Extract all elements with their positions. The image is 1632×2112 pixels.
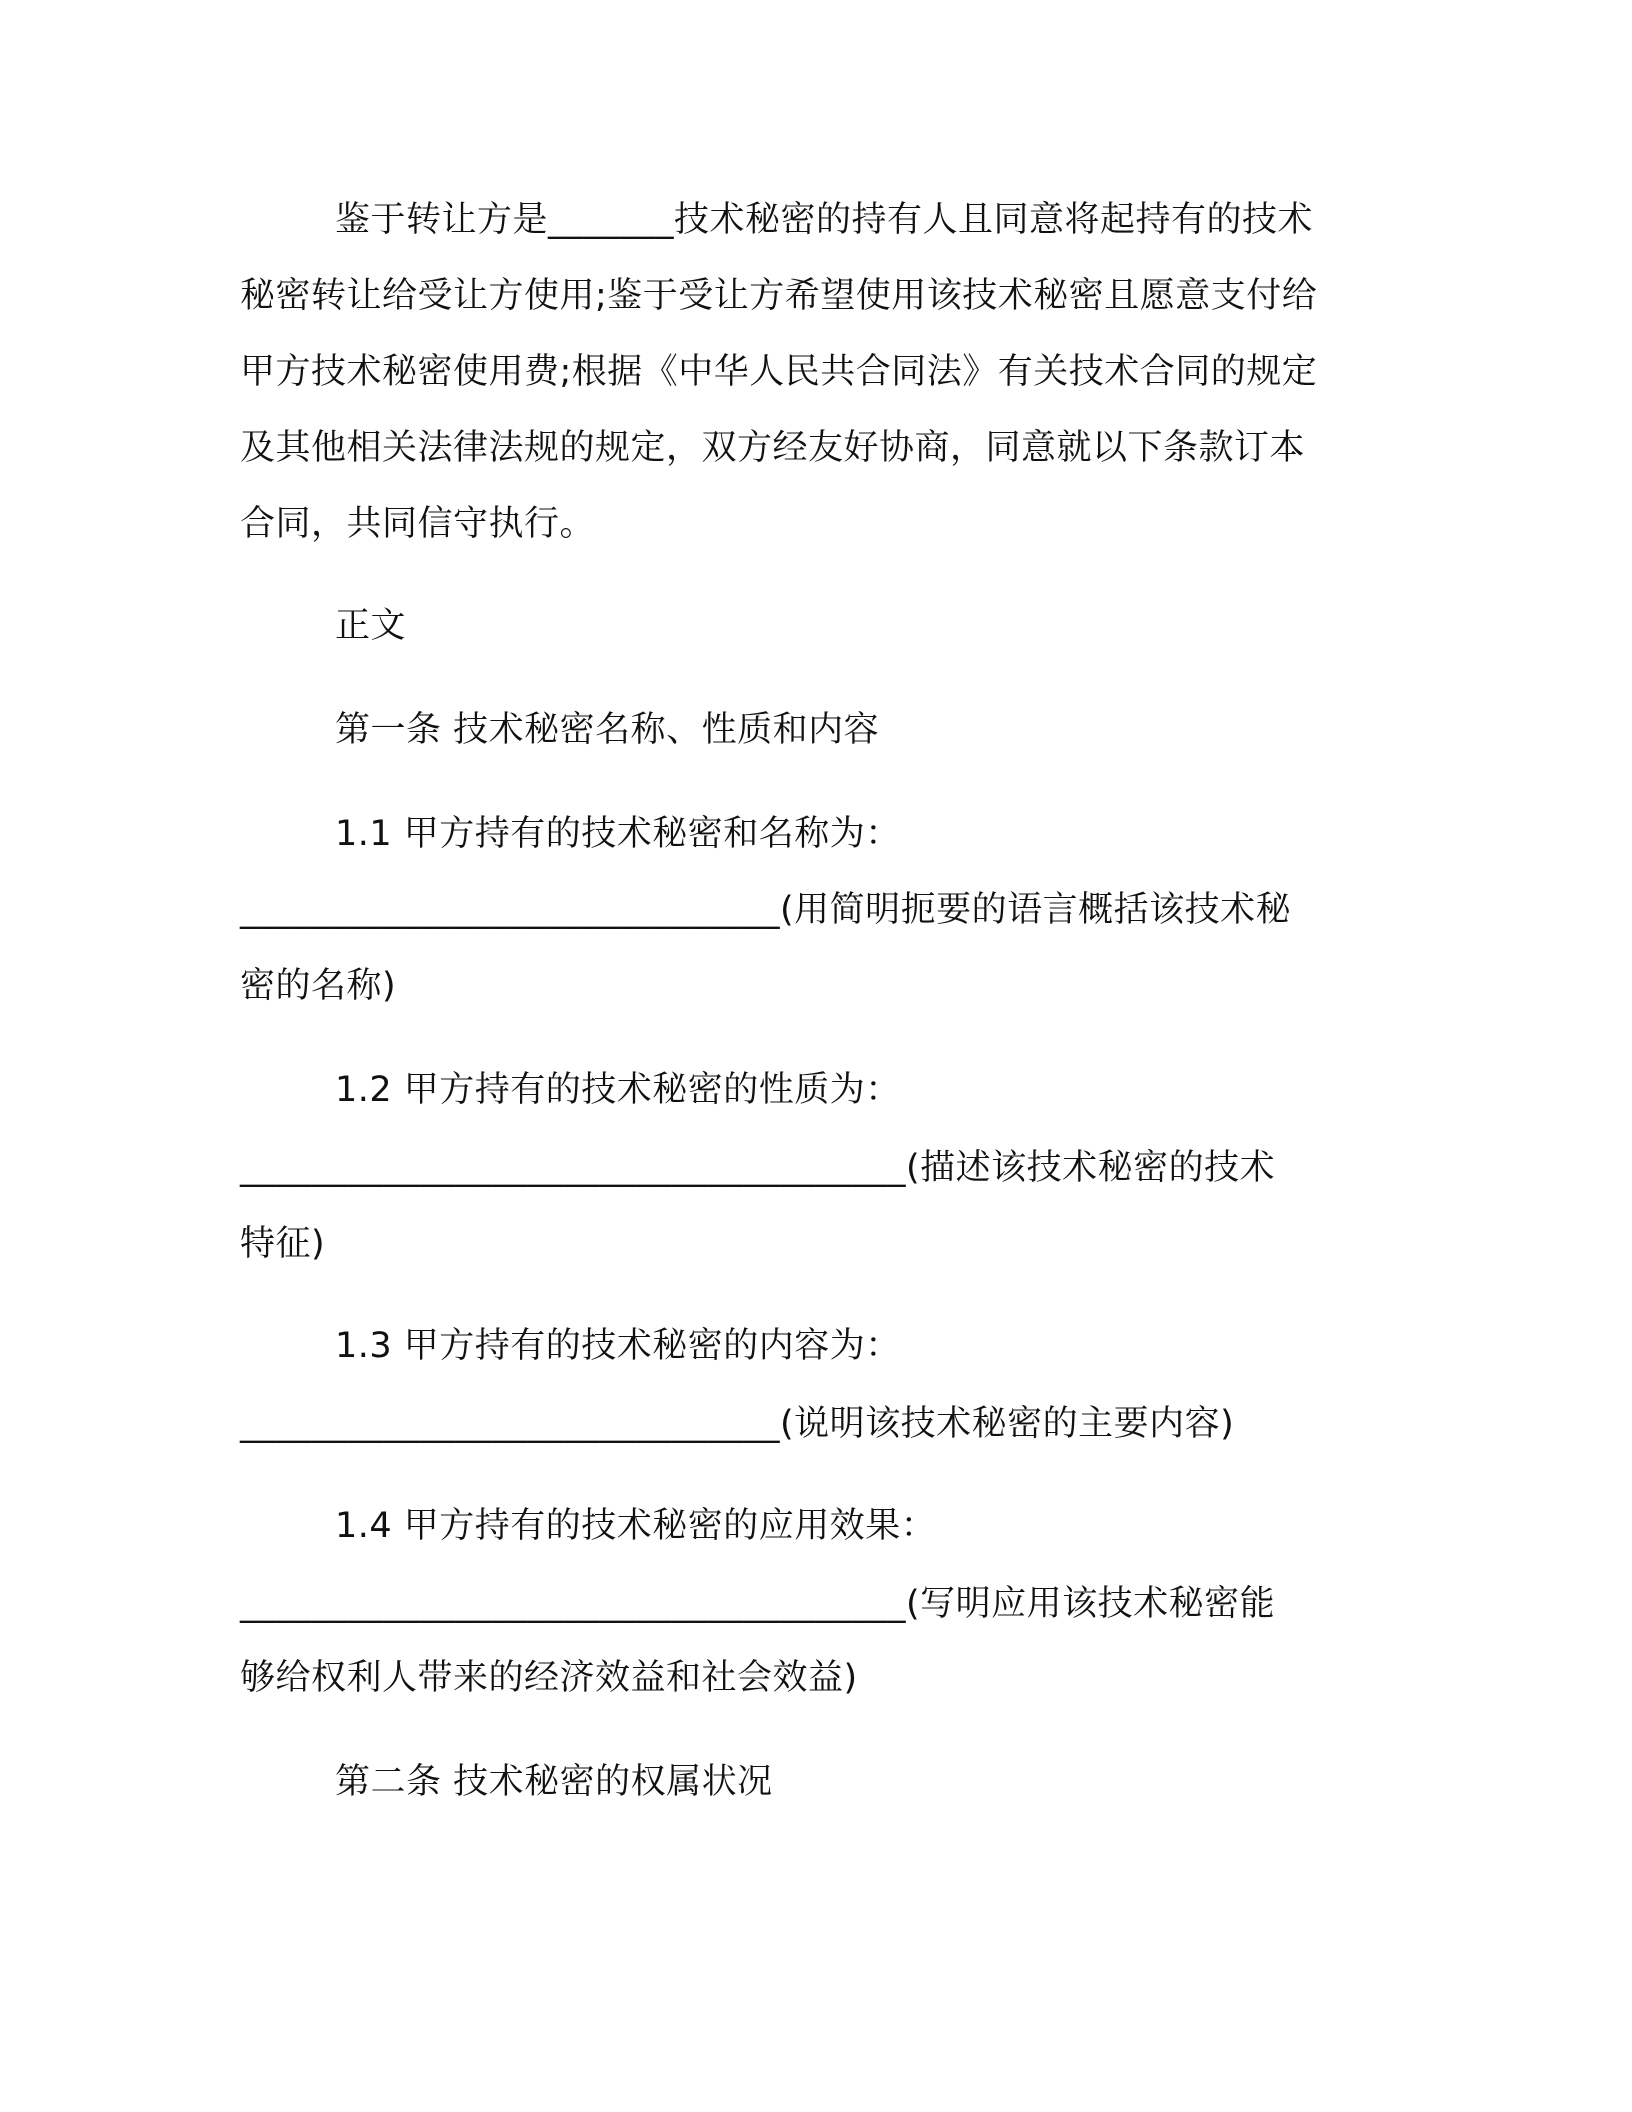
item-1-2-label: 1.2 甲方持有的技术秘密的性质为：: [335, 1070, 901, 1110]
item-1-1-continuation: 密的名称): [240, 966, 397, 1006]
item-1-2-continuation: 特征): [240, 1224, 326, 1264]
item-1-2-blank-line: _____________________________________(描述该技术秘密的技术: [240, 1148, 1276, 1188]
item-1-4-continuation: 够给权利人带来的经济效益和社会效益): [240, 1658, 858, 1698]
preamble-line-4: 及其他相关法律法规的规定，双方经友好协商，同意就以下条款订本: [240, 428, 1306, 468]
article-1-title: 第一条 技术秘密名称、性质和内容: [335, 710, 880, 750]
preamble-line-1: 鉴于转让方是_______技术秘密的持有人且同意将起持有的技术: [335, 200, 1314, 240]
item-1-1-label: 1.1 甲方持有的技术秘密和名称为：: [335, 814, 901, 854]
item-1-3-label: 1.3 甲方持有的技术秘密的内容为：: [335, 1326, 901, 1366]
preamble-line-2: 秘密转让给受让方使用;鉴于受让方希望使用该技术秘密且愿意支付给: [240, 276, 1318, 316]
item-1-1-blank-line: ______________________________(用简明扼要的语言概括该技术秘: [240, 890, 1292, 930]
preamble-line-5: 合同，共同信守执行。: [240, 504, 596, 544]
item-1-4-label: 1.4 甲方持有的技术秘密的应用效果：: [335, 1506, 937, 1546]
body-heading: 正文: [335, 606, 407, 646]
article-2-title: 第二条 技术秘密的权属状况: [335, 1762, 773, 1802]
item-1-3-blank-line: ______________________________(说明该技术秘密的主要内容): [240, 1404, 1235, 1444]
preamble-line-3: 甲方技术秘密使用费;根据《中华人民共合同法》有关技术合同的规定: [240, 352, 1318, 392]
item-1-4-blank-line: _____________________________________(写明应用该技术秘密能: [240, 1584, 1276, 1624]
